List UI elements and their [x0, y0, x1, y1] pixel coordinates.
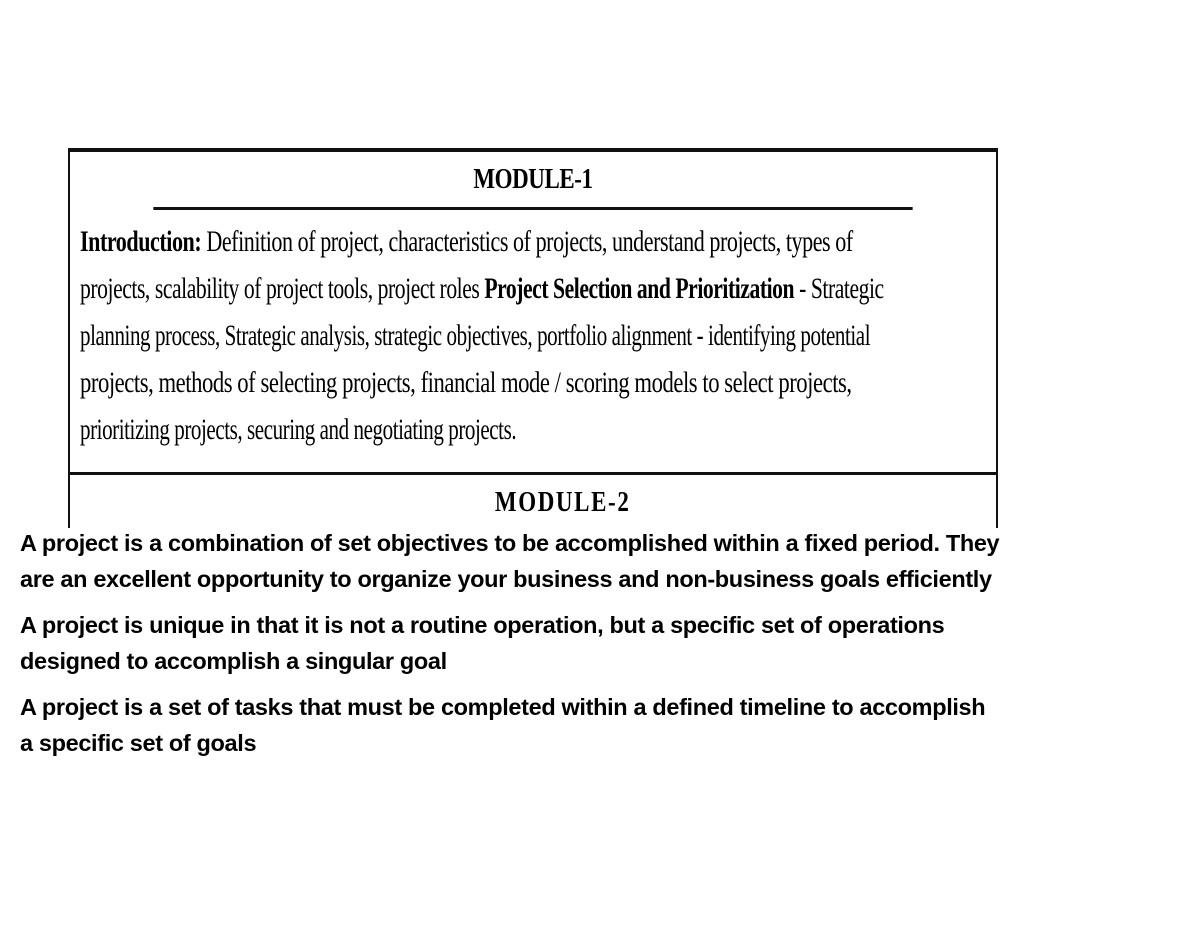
- syllabus-image: [68, 148, 998, 518]
- point-line: A project is a combination of set objectives to be accomplished within a fixed period. They: [20, 530, 1000, 556]
- point-line: A project is a set of tasks that must be completed within a defined timeline to accomplish: [20, 694, 986, 720]
- point-line: designed to accomplish a singular goal: [20, 648, 447, 674]
- description-line: [80, 359, 852, 406]
- description-line: [80, 218, 853, 265]
- description-text: prioritizing projects, securing and negotiating projects.: [80, 413, 517, 446]
- description-text: projects, scalability of project tools, project roles: [80, 272, 485, 305]
- description-text: projects, methods of selecting projects, financial mode / scoring models to select projects,: [80, 366, 852, 399]
- point-line: A project is unique in that it is not a routine operation, but a specific set of operations: [20, 612, 945, 638]
- syllabus-table: [68, 148, 998, 528]
- definition-point: [20, 689, 1180, 761]
- description-text: Definition of project, characteristics of projects, understand projects, types of: [201, 225, 853, 258]
- description-line: [80, 312, 871, 359]
- description-line: [80, 265, 884, 312]
- selection-label: Project Selection and Prioritization: [484, 272, 795, 305]
- definition-point: [20, 607, 1180, 679]
- module-description: [70, 210, 996, 475]
- description-text: - Strategic: [794, 272, 884, 305]
- next-module-heading: MODULE-2: [494, 487, 631, 518]
- point-line: a specific set of goals: [20, 730, 257, 756]
- description-text: planning process, Strategic analysis, strategic objectives, portfolio alignment - identifying potential: [80, 319, 871, 352]
- definition-points: [20, 525, 1180, 771]
- point-line: are an excellent opportunity to organize your business and non-business goals efficiently: [20, 566, 992, 592]
- definition-point: [20, 525, 1180, 597]
- description-line: [80, 406, 714, 453]
- introduction-label: Introduction:: [80, 225, 202, 258]
- module-heading: MODULE-1: [153, 152, 912, 210]
